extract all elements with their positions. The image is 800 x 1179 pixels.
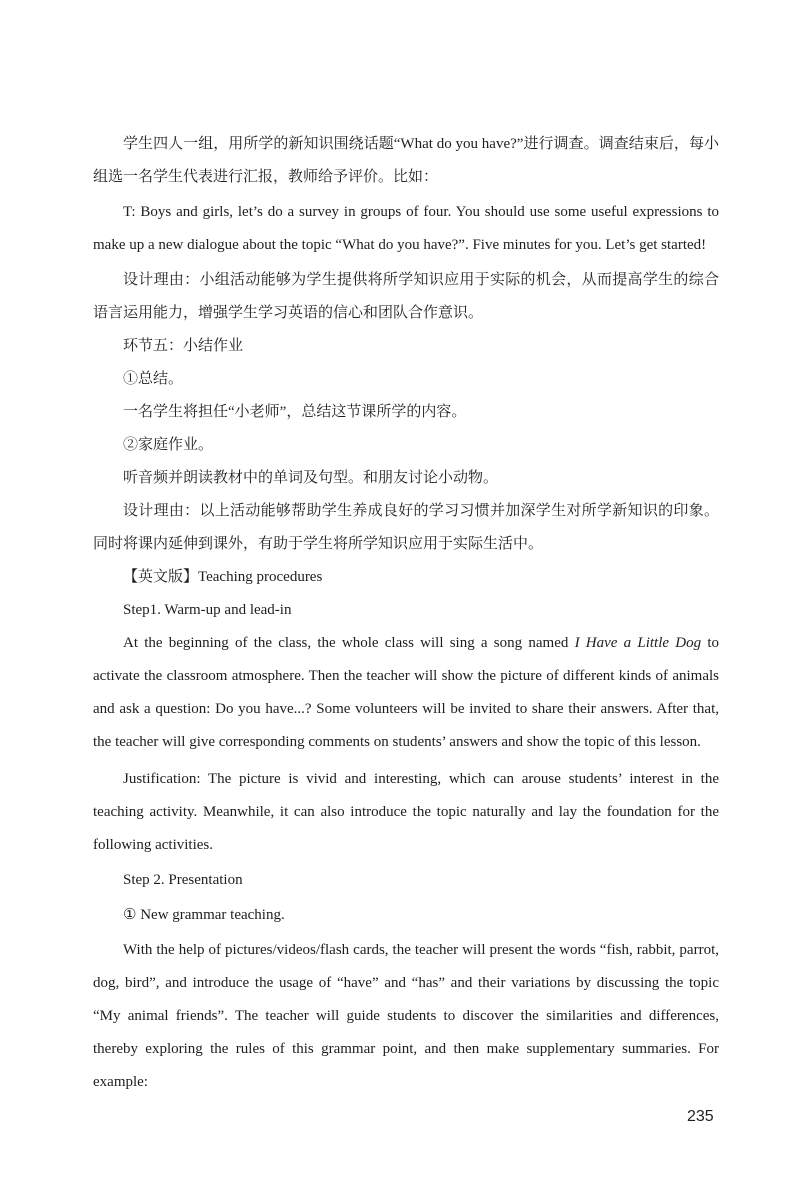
warm-up-text-start: At the beginning of the class, the whole class will sing a song named xyxy=(123,635,575,651)
summary-description: 一名学生将担任“小老师”，总结这节课所学的内容。 xyxy=(123,404,467,420)
step2-heading: Step 2. Presentation xyxy=(123,872,243,888)
design-reason-paragraph-2: 设计理由：以上活动能够帮助学生养成良好的学习习惯并加深学生对所学新知识的印象。同时将课内延伸到课外，有助于学生将所学知识应用于实际生活中。 xyxy=(93,503,719,552)
group-survey-paragraph: 学生四人一组，用所学的新知识围绕话题“What do you have?”进行调查。调查结束后，每小组选一名学生代表进行汇报，教师给予评价。比如： xyxy=(93,136,719,185)
homework-description: 听音频并朗读教材中的单词及句型。和朋友讨论小动物。 xyxy=(123,470,499,486)
presentation-paragraph: With the help of pictures/videos/flash cards, the teacher will present the words “fish, rabbit, parrot, dog, bird”, and introduce the usage of “have” and “has” and their variations by discussing the topic “My animal friends”. The teacher will guide students to discover the similarities and differences, thereby exploring the rules of this grammar point, and then make supplementary summaries. For example: xyxy=(93,942,719,1090)
english-version-heading: 【英文版】Teaching procedures xyxy=(123,569,323,585)
warm-up-text-end: to activate the classroom atmosphere. Then the teacher will show the picture of different kinds of animals and ask a question: Do you have...? Some volunteers will be invited to share their answers. After that, the teacher will give corresponding comments on students’ answers and show the topic of this lesson. xyxy=(93,635,719,750)
stage-five-heading: 环节五：小结作业 xyxy=(123,338,244,354)
summary-item: ①总结。 xyxy=(123,371,184,387)
step1-heading: Step1. Warm-up and lead-in xyxy=(123,602,292,618)
song-title: I Have a Little Dog xyxy=(574,635,702,651)
page-content xyxy=(93,128,719,1099)
warm-up-paragraph xyxy=(93,627,719,759)
homework-item: ②家庭作业。 xyxy=(123,437,214,453)
justification-paragraph: Justification: The picture is vivid and interesting, which can arouse students’ interest in the teaching activity. Meanwhile, it can also introduce the topic naturally and lay the foundation for the following activities. xyxy=(93,771,719,853)
teacher-instruction-paragraph: T: Boys and girls, let’s do a survey in groups of four. You should use some useful expressions to make up a new dialogue about the topic “What do you have?”. Five minutes for you. Let’s get started! xyxy=(93,204,719,253)
design-reason-paragraph: 设计理由：小组活动能够为学生提供将所学知识应用于实际的机会，从而提高学生的综合语言运用能力，增强学生学习英语的信心和团队合作意识。 xyxy=(93,272,719,321)
page-number: 235 xyxy=(687,1108,714,1125)
grammar-teaching-item: ① New grammar teaching. xyxy=(123,907,285,923)
